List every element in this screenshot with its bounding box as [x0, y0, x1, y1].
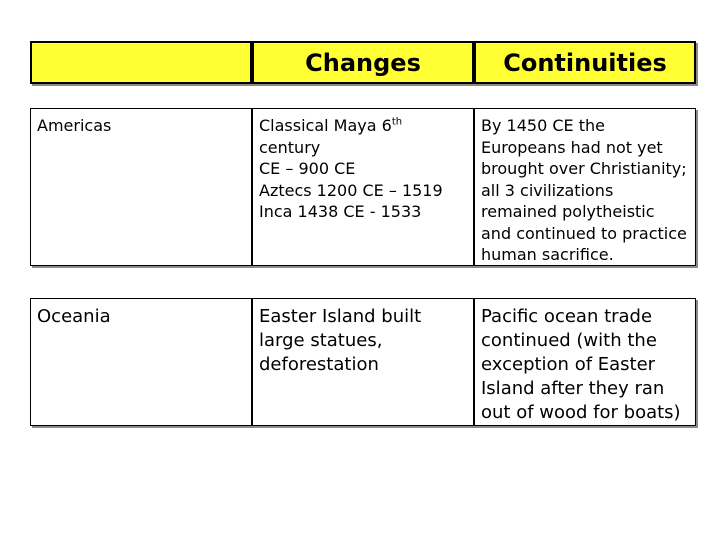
header-changes: Changes [305, 48, 421, 77]
header-continuities: Continuities [503, 48, 667, 77]
row-americas-changes-cell [252, 108, 474, 266]
row-oceania-continuities: Pacific ocean trade continued (with the exception of Easter Island after they ran out of wood for boats) [481, 306, 681, 423]
row-americas-region-cell [30, 108, 252, 266]
header-empty-cell [30, 41, 252, 84]
aztecs-line: Aztecs 1200 CE – 1519 [259, 180, 443, 200]
row-oceania-changes: Easter Island built large statues, deforestation [259, 306, 422, 375]
row-oceania-continuities-cell [474, 298, 696, 426]
header-changes-cell [252, 41, 474, 84]
row-oceania-changes-cell [252, 298, 474, 426]
maya-line-2: CE – 900 CE [259, 159, 356, 178]
inca-line: Inca 1438 CE - 1533 [259, 202, 422, 221]
row-americas-region: Americas [37, 116, 112, 135]
row-americas-continuities: By 1450 CE the Europeans had not yet brought over Christianity; all 3 civilizations remained polytheistic and continued to practice human sacrifice. [481, 116, 687, 264]
row-oceania-region-cell [30, 298, 252, 426]
row-americas-continuities-cell [474, 108, 696, 266]
maya-line: Classical Maya 6th century [259, 116, 403, 157]
row-americas-changes [259, 115, 467, 223]
row-oceania-region: Oceania [37, 306, 111, 327]
header-continuities-cell [474, 41, 696, 84]
